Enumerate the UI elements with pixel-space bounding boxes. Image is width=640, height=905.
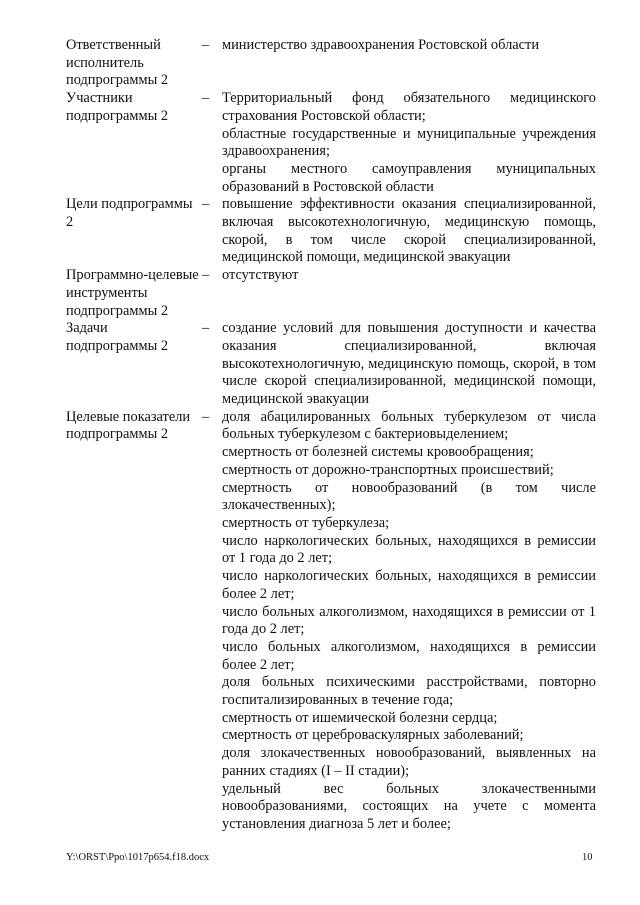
content-item: Территориальный фонд обязательного медицинского страхования Ростовской области; — [222, 90, 596, 124]
row-content — [222, 196, 596, 267]
content-item: смертность от туберкулеза; — [222, 514, 390, 531]
row-content — [222, 37, 596, 90]
content-item: число больных алкоголизмом, находящихся в ремиссии более 2 лет; — [222, 638, 596, 673]
row-dash: – — [202, 37, 210, 53]
content-item: отсутствуют — [222, 267, 299, 284]
content-item: доля больных психическими расстройствами, повторно госпитализированных в течение года; — [222, 674, 596, 709]
row-dash: – — [202, 267, 210, 284]
footer-file-path: Y:\ORST\Ppo\1017p654.f18.docx — [66, 852, 210, 863]
content-item: смертность от цереброваскулярных заболеваний; — [222, 727, 524, 744]
footer-page-number: 10 — [582, 852, 593, 863]
content-item: областные государственные и муниципальные учреждения здравоохранения; — [222, 125, 596, 160]
passport-row — [66, 409, 596, 834]
row-dash: – — [202, 90, 210, 107]
row-content — [222, 267, 596, 320]
content-item: смертность от новообразований (в том числе злокачественных); — [222, 479, 596, 514]
content-item: создание условий для повышения доступности и качества оказания специализированной, включая высокотехнологичную, медицинскую помощь, скорой, в том числе скорой специализированной, медицинской помощи, медицинской эвакуации — [222, 320, 596, 408]
row-label: Цели подпрограммы 2 — [66, 196, 193, 231]
content-item: доля абацилированных больных туберкулезом от числа больных туберкулезом с бактериовыделением; — [222, 408, 596, 443]
passport-row — [66, 267, 596, 320]
row-dash: – — [202, 408, 210, 425]
content-item: удельный вес больных злокачественными новообразованиями, состоящих на учете с момента установления диагноза 5 лет и более; — [222, 780, 596, 832]
content-item: повышение эффективности оказания специализированной, включая высокотехнологичную, медицинскую помощь, скорой, в том числе скорой специализированной, медицинской помощи, медицинской эвакуации — [222, 196, 596, 266]
content-item: доля злокачественных новообразований, выявленных на ранних стадиях (I – II стадии); — [222, 745, 596, 779]
row-label: Ответственный исполнитель подпрограммы 2 — [66, 37, 169, 89]
content-item: смертность от ишемической болезни сердца; — [222, 709, 498, 726]
passport-row — [66, 196, 596, 267]
row-label: Целевые показатели подпрограммы 2 — [66, 408, 191, 443]
content-item: смертность от дорожно-транспортных происшествий; — [222, 461, 554, 478]
content-item: министерство здравоохранения Ростовской области — [222, 37, 540, 53]
row-label: Программно-целевые инструменты подпрограммы 2 — [66, 267, 199, 319]
content-item: число наркологических больных, находящихся в ремиссии более 2 лет; — [222, 568, 596, 602]
row-dash: – — [202, 320, 210, 337]
row-label: Задачи подпрограммы 2 — [66, 320, 169, 354]
subprogram-passport-table — [66, 37, 596, 834]
content-item: органы местного самоуправления муниципальных образований в Ростовской области — [222, 160, 596, 195]
content-item: число наркологических больных, находящихся в ремиссии от 1 года до 2 лет; — [222, 532, 596, 567]
row-label: Участники подпрограммы 2 — [66, 90, 169, 124]
content-item: смертность от болезней системы кровообращения; — [222, 444, 534, 461]
content-item: число больных алкоголизмом, находящихся в ремиссии от 1 года до 2 лет; — [222, 603, 596, 638]
passport-row — [66, 90, 596, 196]
passport-row — [66, 37, 596, 90]
passport-row — [66, 320, 596, 409]
row-dash: – — [202, 196, 210, 213]
row-content — [222, 320, 596, 409]
row-content — [222, 90, 596, 196]
row-content — [222, 409, 596, 834]
